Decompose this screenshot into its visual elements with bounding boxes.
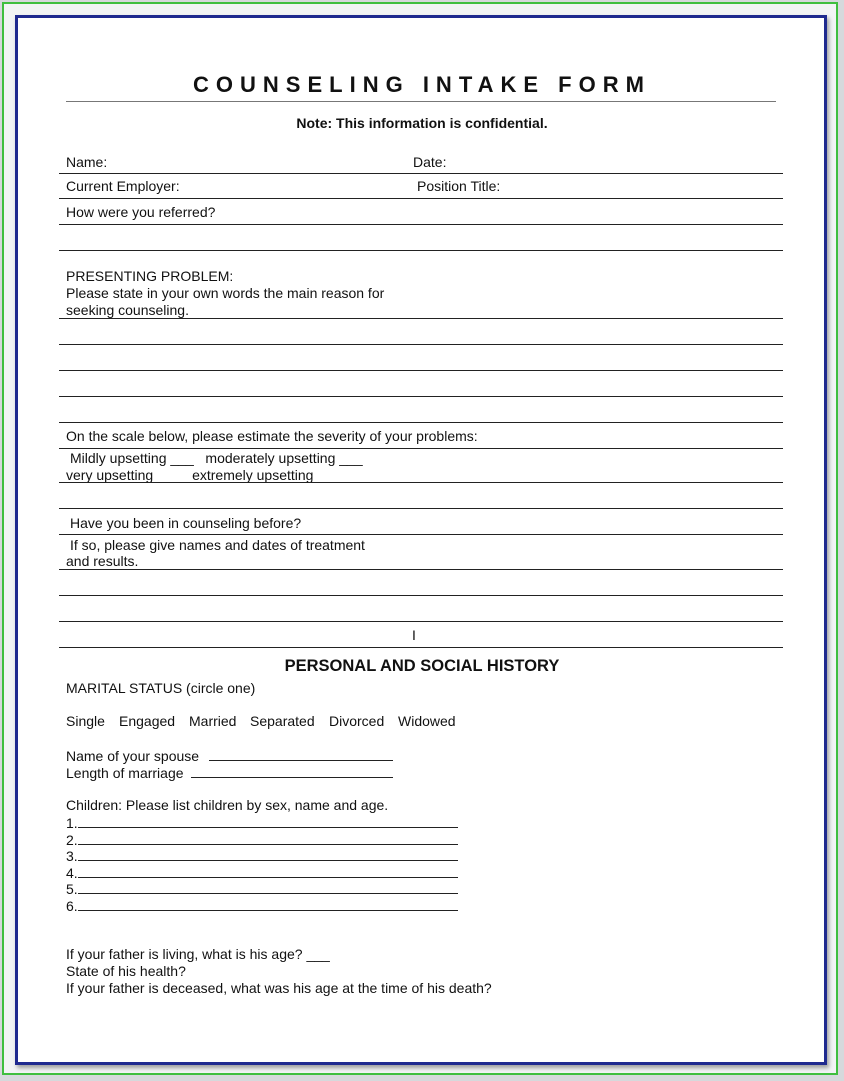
child-blank[interactable] [78, 897, 458, 911]
problem-line-3[interactable] [59, 370, 783, 371]
confidential-note: Note: This information is confidential. [296, 115, 548, 131]
child-blank[interactable] [78, 880, 458, 894]
treatment-details-text-2: and results. [66, 553, 139, 569]
child-entry [66, 814, 458, 832]
text-cursor-mark: I [412, 627, 416, 643]
severity-prompt: On the scale below, please estimate the severity of your problems: [66, 428, 478, 444]
name-label: Name: [66, 154, 108, 170]
marriage-length-blank[interactable] [191, 764, 393, 778]
presenting-problem-heading: PRESENTING PROBLEM: [66, 268, 234, 284]
marriage-length-row [66, 764, 393, 782]
position-label: Position Title: [417, 178, 501, 194]
father-health-question[interactable]: State of his health? [66, 963, 186, 979]
problem-line-1[interactable] [59, 318, 783, 319]
referred-line[interactable] [59, 224, 783, 225]
date-label: Date: [413, 154, 447, 170]
presenting-problem-text-2: seeking counseling. [66, 302, 189, 318]
marital-option-engaged[interactable]: Engaged [119, 713, 176, 729]
treatment-line-4[interactable] [59, 647, 783, 648]
child-number: 3. [66, 848, 78, 864]
problem-line-2[interactable] [59, 344, 783, 345]
name-line[interactable] [59, 173, 783, 174]
child-blank[interactable] [78, 831, 458, 845]
child-blank[interactable] [78, 864, 458, 878]
title-divider [66, 101, 776, 102]
marriage-length-label: Length of marriage [66, 765, 184, 781]
form-title: COUNSELING INTAKE FORM [193, 72, 651, 97]
marital-option-divorced[interactable]: Divorced [329, 713, 385, 729]
marital-option-married[interactable]: Married [189, 713, 237, 729]
father-deceased-question[interactable]: If your father is deceased, what was his age at the time of his death? [66, 980, 492, 996]
severity-line [59, 448, 783, 449]
spouse-name-blank[interactable] [209, 747, 393, 761]
severity-line-3 [59, 508, 783, 509]
marital-option-single[interactable]: Single [66, 713, 105, 729]
personal-history-heading: PERSONAL AND SOCIAL HISTORY [284, 657, 560, 675]
child-entry [66, 897, 458, 915]
spouse-name-row [66, 747, 393, 765]
marital-option-widowed[interactable]: Widowed [398, 713, 456, 729]
referred-label: How were you referred? [66, 204, 216, 220]
child-blank[interactable] [78, 814, 458, 828]
employer-line[interactable] [59, 198, 783, 199]
problem-line-5[interactable] [59, 422, 783, 423]
presenting-problem-text-1: Please state in your own words the main reason for [66, 285, 385, 301]
child-number: 5. [66, 881, 78, 897]
child-number: 4. [66, 865, 78, 881]
child-number: 1. [66, 815, 78, 831]
marital-status-label: MARITAL STATUS (circle one) [66, 680, 256, 696]
treatment-details-text-1: If so, please give names and dates of treatment [70, 537, 365, 553]
children-label: Children: Please list children by sex, name and age. [66, 797, 389, 813]
severity-line-2 [59, 482, 783, 483]
treatment-line-1[interactable] [59, 569, 783, 570]
child-number: 2. [66, 832, 78, 848]
prior-counseling-question: Have you been in counseling before? [70, 515, 302, 531]
employer-label: Current Employer: [66, 178, 180, 194]
treatment-line-2[interactable] [59, 595, 783, 596]
spouse-name-label: Name of your spouse [66, 748, 200, 764]
severity-options-row-1[interactable]: Mildly upsetting ___ moderately upsetting ___ [70, 450, 363, 466]
child-entry [66, 847, 458, 865]
child-number: 6. [66, 898, 78, 914]
marital-option-separated[interactable]: Separated [250, 713, 315, 729]
child-blank[interactable] [78, 847, 458, 861]
problem-line-4[interactable] [59, 396, 783, 397]
father-age-question[interactable]: If your father is living, what is his age? ___ [66, 946, 330, 962]
severity-options-row-2[interactable]: very upsetting ___ extremely upsetting ___ [66, 467, 345, 483]
child-entry [66, 880, 458, 898]
referred-line-2[interactable] [59, 250, 783, 251]
treatment-line-3[interactable] [59, 621, 783, 622]
prior-counseling-line[interactable] [59, 534, 783, 535]
